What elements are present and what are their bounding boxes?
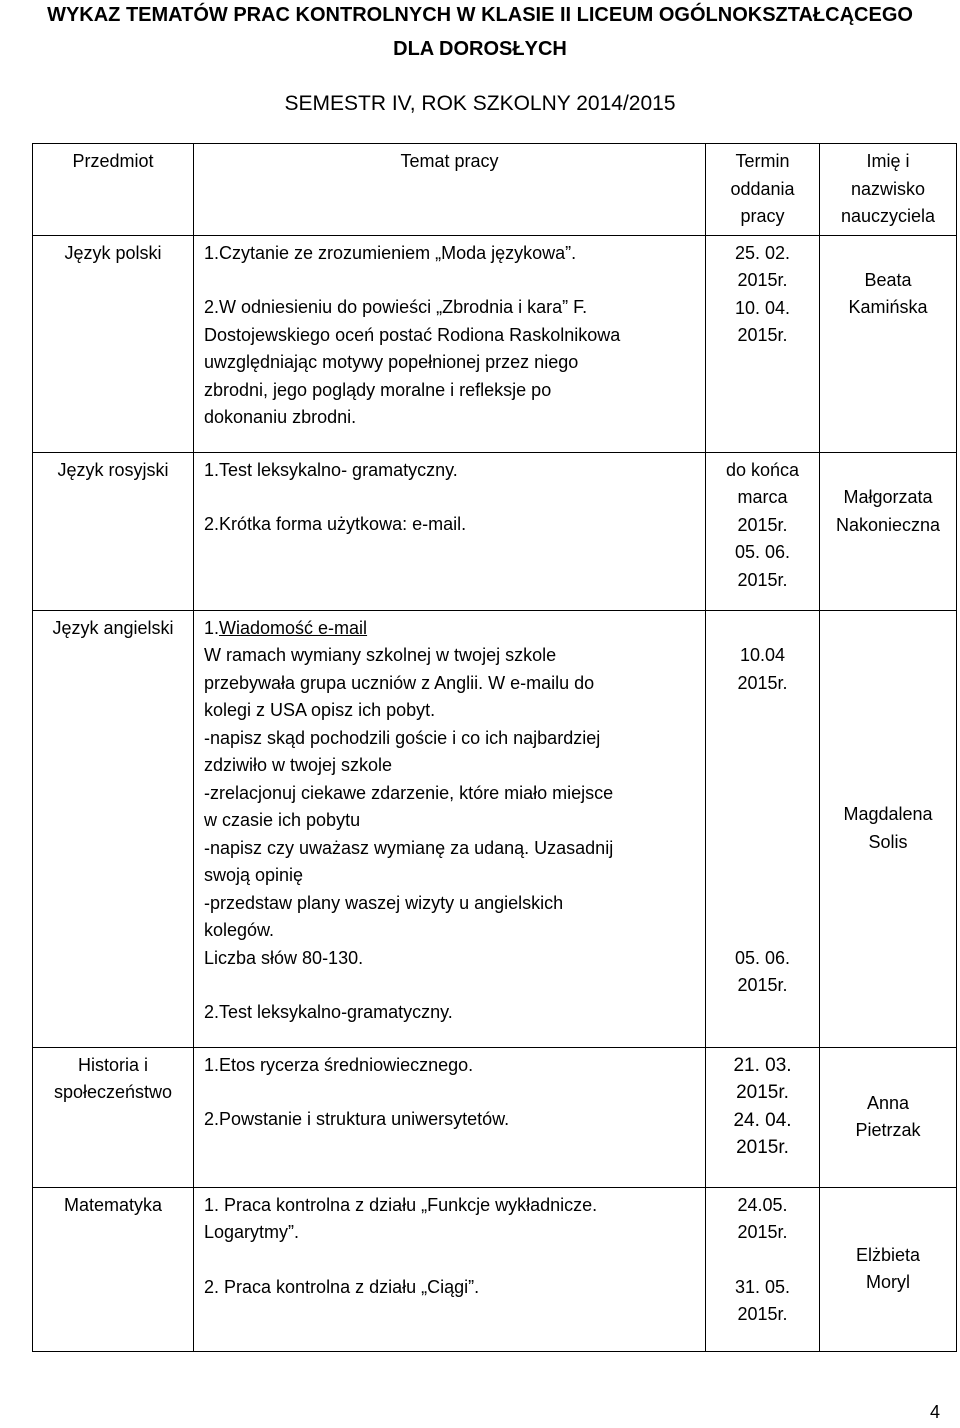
table-header-row — [33, 144, 957, 236]
deadline-cell: 21. 03. 2015r. 24. 04. 2015r. — [706, 1047, 820, 1187]
teacher-cell: Beata Kamińska — [820, 235, 957, 452]
document-subtitle: SEMESTR IV, ROK SZKOLNY 2014/2015 — [284, 92, 676, 115]
page-number: 4 — [929, 1402, 940, 1422]
topic-cell: 1.Czytanie ze zrozumieniem „Moda językowa”. 2.W odniesieniu do powieści „Zbrodnia i kara” F. Dostojewskiego oceń postać Rodiona Raskolnikowa uwzględniając motywy popełnionej przez niego zbrodni, jego poglądy moralne i refleksje po dokonaniu zbrodni. — [194, 235, 706, 452]
topic-cell: 1.Wiadomość e-mail W ramach wymiany szkolnej w twojej szkole przebywała grupa uczniów z Anglii. W e-mailu do kolegi z USA opisz ich pobyt. -napisz skąd pochodzili goście i co ich najbardziej zdziwiło w twojej szkole -zrelacjonuj ciekawe zdarzenie, które miało miejsce w czasie ich pobytu -napisz czy uważasz wymianę za udaną. Uzasadnij swoją opinię -przedstaw plany waszej wizyty u angielskich kolegów. Liczba słów 80-130. 2.Test leksykalno-gramatyczny. — [194, 610, 706, 1047]
table-row — [33, 610, 957, 1047]
teacher-cell: Anna Pietrzak — [820, 1047, 957, 1187]
header-deadline: Termin oddania pracy — [706, 144, 820, 236]
subject-cell: Język polski — [33, 235, 194, 452]
header-topic: Temat pracy — [194, 144, 706, 236]
table-row — [33, 452, 957, 610]
deadline-cell: 24.05. 2015r. 31. 05. 2015r. — [706, 1187, 820, 1351]
subject-cell: Historia i społeczeństwo — [33, 1047, 194, 1187]
topics-table — [32, 143, 957, 1352]
topic-cell: 1.Test leksykalno- gramatyczny. 2.Krótka forma użytkowa: e-mail. — [194, 452, 706, 610]
teacher-cell: Elżbieta Moryl — [820, 1187, 957, 1351]
topic-cell: 1.Etos rycerza średniowiecznego. 2.Powstanie i struktura uniwersytetów. — [194, 1047, 706, 1187]
deadline-cell: do końca marca 2015r. 05. 06. 2015r. — [706, 452, 820, 610]
subject-cell: Matematyka — [33, 1187, 194, 1351]
subject-cell: Język rosyjski — [33, 452, 194, 610]
teacher-cell: Małgorzata Nakonieczna — [820, 452, 957, 610]
document-title-line2: DLA DOROSŁYCH — [393, 38, 567, 60]
subject-cell: Język angielski — [33, 610, 194, 1047]
deadline-cell: 25. 02. 2015r. 10. 04. 2015r. — [706, 235, 820, 452]
table-row — [33, 1187, 957, 1351]
header-subject: Przedmiot — [33, 144, 194, 236]
document-title-line1: WYKAZ TEMATÓW PRAC KONTROLNYCH W KLASIE II LICEUM OGÓLNOKSZTAŁCĄCEGO — [47, 4, 913, 26]
topic-cell: 1. Praca kontrolna z działu „Funkcje wykładnicze. Logarytmy”. 2. Praca kontrolna z działu „Ciągi”. — [194, 1187, 706, 1351]
header-teacher: Imię i nazwisko nauczyciela — [820, 144, 957, 236]
table-row — [33, 235, 957, 452]
deadline-cell: 10.04 2015r. 05. 06. 2015r. — [706, 610, 820, 1047]
table-row — [33, 1047, 957, 1187]
teacher-cell: Magdalena Solis — [820, 610, 957, 1047]
